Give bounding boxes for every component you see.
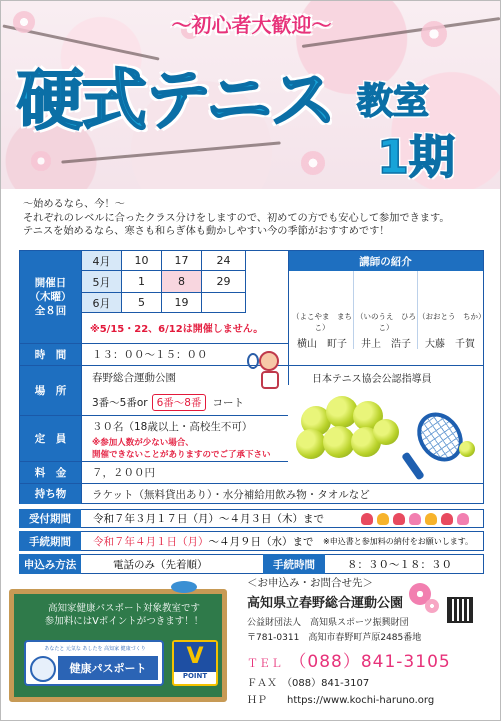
date-cell: 24 [202,251,246,271]
contact-org: 高知県立春野総合運動公園 [247,596,404,611]
reception-value: 令和７年３月１７日（月）〜４月３日（木）まで [93,513,324,525]
page-title: 硬式テニス [17,62,335,139]
passport-line: 高知家健康パスポート対象教室です [47,603,200,614]
tulip-icon [457,513,469,525]
instructors-heading: 講師の紹介 [288,251,483,271]
v-logo-icon: V [174,642,216,672]
player-head-icon [259,351,279,371]
capacity-note: 開催できないことがありますのでご了承下さい [92,450,271,460]
capacity-row [20,415,288,461]
blossom-decor [31,151,51,171]
courts-suffix: コート [212,396,244,409]
blossom-header [1,1,501,189]
title-term: 1期 [377,130,456,184]
procedure-label: 手続期間 [19,531,81,551]
month-cell: 5月 [82,271,122,293]
instructor-kana: （いのうえ ひろこ） [356,312,416,332]
tennis-ball-icon [373,419,399,445]
health-passport-badge [24,640,164,686]
tulip-icon [361,513,373,525]
v-point-badge [172,640,218,686]
divider [417,271,418,349]
month-cell: 6月 [82,293,122,313]
passport-text [24,602,224,628]
divider [353,271,354,349]
player-racket-icon [247,353,259,369]
contact-tel [247,647,487,672]
items-label: 持ち物 [20,484,82,504]
courts-alt: 6番〜8番 [152,394,207,411]
schedule-label-line: 開催日 [34,277,67,289]
intro-line: それぞれのレベルに合ったクラス分けをしますので、初めての方でも安心して参加できます。 [23,212,450,224]
tulip-icon [393,513,405,525]
instructor-name: 横山 町子 [297,339,347,350]
instructor-name: 大藤 千賀 [425,339,475,350]
kochi-emblem-icon [30,656,56,682]
intro-line: 〜始めるなら、今！〜 [23,199,125,210]
date-cell: 29 [202,271,246,293]
passport-board [9,589,227,702]
date-cell: 1 [122,271,162,293]
apply-value: 電話のみ（先着順） [113,558,208,571]
contact-foundation: 公益財団法人 高知県スポーツ振興財団 [247,618,409,628]
badge-title: 健康パスポート [58,656,158,680]
subtitle: 〜初心者大歓迎〜 [171,13,332,37]
hours-label: 手続時間 [263,554,325,574]
passport-line: 参加料にはVポイントがつきます！！ [44,616,204,627]
contact-block [247,575,487,706]
hours-value: ８：３０〜１８：３０ [347,558,452,571]
schedule-label-line: 全８回 [34,305,67,317]
badge-tagline: あなたと 元気な あしたを 高知家 健康づくり [44,646,146,652]
instructor-kana: （おおとう ちか） [418,312,486,321]
date-cell: 8 [162,271,202,293]
tennis-ball-icon [459,441,475,457]
items-row [20,483,483,503]
tel-number[interactable]: （088）841-3105 [289,652,451,672]
venue-label: 場 所 [20,366,82,415]
player-illustration [251,351,291,391]
schedule-label [20,251,82,343]
bird-icon [171,581,197,593]
contact-fax: ＦＡＸ （088）841-3107 [247,678,370,689]
tulip-icon [377,513,389,525]
items-value: ラケット（無料貸出あり）・水分補給用飲み物・タオルなど [92,488,370,501]
tel-label: ＴＥＬ [247,657,283,670]
venue-name: 春野総合運動公園 [92,371,176,384]
courts-primary: 3番〜5番or [92,396,148,409]
tennis-ball-icon [296,429,326,459]
schedule-label-line: （木曜） [29,291,72,303]
point-label: POINT [182,672,208,680]
apply-label: 申込み方法 [19,554,81,574]
date-cell: 5 [122,293,162,313]
contact-address: 〒781-0311 高知市春野町芦原2485番地 [247,633,422,643]
instructor-name: 井上 浩子 [361,339,411,350]
intro-text [23,198,450,239]
title-suffix: 教室 [357,81,430,122]
capacity-note: ※参加人数が少ない場合、 [92,438,194,448]
schedule-note: ※5/15・22、6/12は開催しません。 [90,323,264,335]
date-cell: 10 [122,251,162,271]
procedure-value [93,531,314,551]
contact-hp[interactable]: ＨＰ https://www.kochi-haruno.org [247,695,435,706]
procedure-end: 〜４月９日（水）まで [208,535,314,548]
time-value: １３：００〜１５：００ [92,349,208,361]
date-cell: 17 [162,251,202,271]
capacity-label: 定 員 [20,416,82,461]
date-cell [202,293,246,313]
instructor-kana: （よこやま まちこ） [292,312,352,332]
fee-row [20,461,288,483]
month-cell: 4月 [82,251,122,271]
tulip-icon [441,513,453,525]
fee-value: ７，２００円 [92,467,155,479]
qr-code-icon[interactable] [447,597,473,623]
procedure-note: ※申込書と参加料の納付をお願いします。 [323,536,474,546]
instructor-qualification: 日本テニス協会公認指導員 [312,373,432,385]
intro-line: テニスを始めるなら、寒さも和らぎ体も動かしやすい今の季節がおすすめです！ [23,226,390,237]
venue-courts [92,392,244,412]
player-body-icon [261,371,279,389]
capacity-value: ３０名（18歳以上・高校生不可） [92,420,253,433]
branch-decor [61,141,280,163]
blossom-decor [301,151,325,175]
tulip-icon [425,513,437,525]
date-cell: 19 [162,293,202,313]
reception-label: 受付期間 [19,509,81,528]
time-label: 時 間 [20,344,82,365]
procedure-start: 令和７年４月１日（月） [93,535,209,548]
fee-label: 料 金 [20,462,82,483]
tulip-icon [409,513,421,525]
flower-icon [425,599,439,613]
contact-heading: ＜お申込み・お問合せ先＞ [247,577,373,589]
